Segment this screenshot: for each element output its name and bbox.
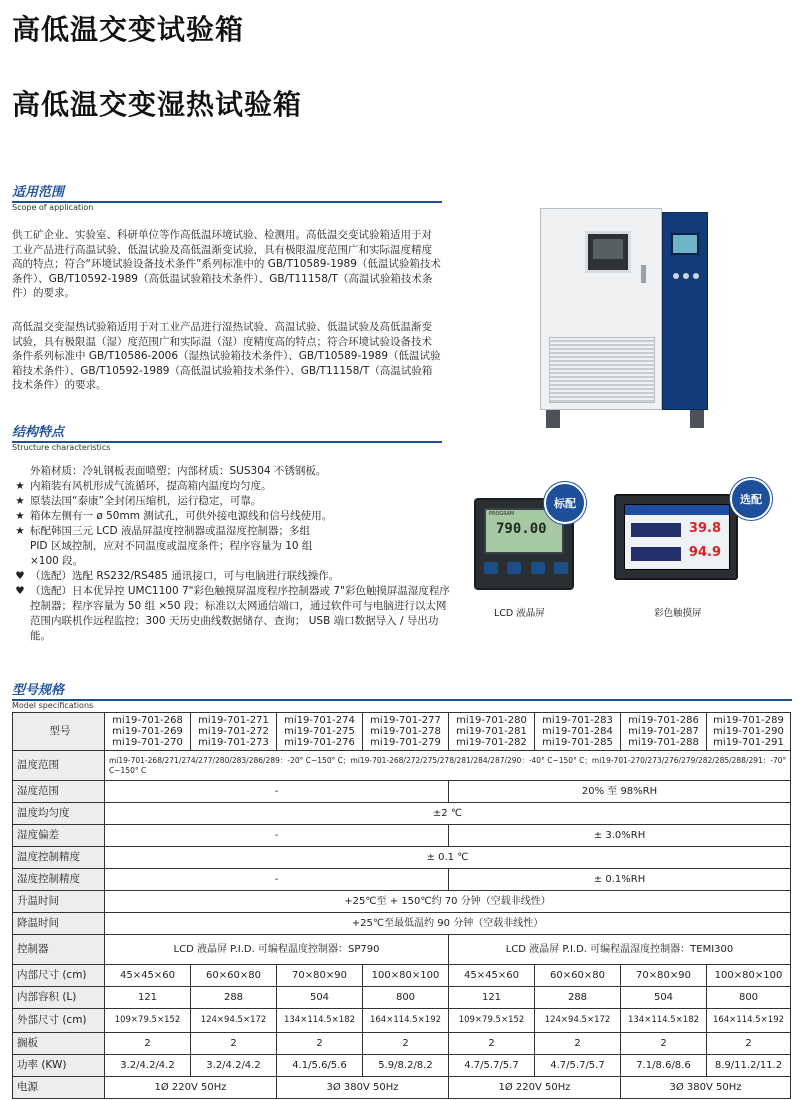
chamber-button: [693, 273, 699, 279]
feature-item: [10, 494, 450, 509]
table-row: [13, 825, 791, 847]
model-cell: mi19-701-283 mi19-701-284 mi19-701-285: [535, 713, 621, 751]
table-cell: 2: [621, 1033, 707, 1055]
feature-text: 标配韩国三元 LCD 液晶屏温度控制器或温湿度控制器；多组 PID 区域控制，应对不同温度或温度条件；程序容量为 10 组 ×100 段。: [30, 525, 313, 567]
chamber-vent: [549, 337, 655, 403]
scope-heading-en: Scope of application: [12, 203, 94, 212]
table-row: [13, 869, 791, 891]
table-cell: 60×60×80: [535, 965, 621, 987]
row-label: 内部尺寸 (cm): [13, 965, 105, 987]
structure-heading-en: Structure characteristics: [12, 443, 111, 452]
table-cell: 288: [535, 987, 621, 1009]
lcd-key: [554, 562, 568, 574]
scope-heading-zh: 适用范围: [12, 185, 65, 200]
table-cell: 5.9/8.2/8.2: [363, 1055, 449, 1077]
table-row: [13, 987, 791, 1009]
chamber-button: [673, 273, 679, 279]
scope-divider: [12, 201, 442, 203]
star-icon: ★: [15, 510, 25, 522]
row-label: 外部尺寸 (cm): [13, 1009, 105, 1033]
table-row: [13, 891, 791, 913]
table-cell: 1Ø 220V 50Hz: [449, 1077, 621, 1099]
table-cell: 121: [105, 987, 191, 1009]
feature-item: [10, 584, 450, 644]
table-cell: 504: [277, 987, 363, 1009]
lcd-display-value: 790.00: [496, 521, 547, 537]
feature-text: （选配）选配 RS232/RS485 通讯接口，可与电脑进行联线操作。: [30, 570, 340, 582]
table-row: [13, 781, 791, 803]
lcd-key: [531, 562, 545, 574]
row-label: 电源: [13, 1077, 105, 1099]
table-cell: 2: [191, 1033, 277, 1055]
table-cell: -: [105, 869, 449, 891]
table-cell: 7.1/8.6/8.6: [621, 1055, 707, 1077]
table-row: [13, 1077, 791, 1099]
table-cell: 2: [535, 1033, 621, 1055]
table-cell: +25℃至最低温约 90 分钟（空载非线性）: [105, 913, 791, 935]
table-row: [13, 803, 791, 825]
row-label: 温度范围: [13, 751, 105, 781]
table-cell: 2: [449, 1033, 535, 1055]
row-label: 控制器: [13, 935, 105, 965]
table-cell: +25℃至 + 150℃约 70 分钟（空载非线性）: [105, 891, 791, 913]
table-cell: 3.2/4.2/4.2: [105, 1055, 191, 1077]
feature-item: [10, 524, 450, 569]
table-cell: -: [105, 781, 449, 803]
spec-table: [12, 712, 791, 1099]
models-heading: [12, 683, 792, 710]
table-row: [13, 965, 791, 987]
scope-paragraph-2: 高低温交变湿热试验箱适用于对工业产品进行湿热试验、高温试验、低温试验及高低温渐变试验，具有极限温（湿）度范围广和实际温（湿）度精度高的特点；符合环境试验设备技术条件系列标准中 GB/T10586-2006（湿热试验箱技术条件）、GB/T10589-1989（低温试验箱技术条件）、GB/T10592-1989（高低温试验箱技术条件）、GB/T11158/T（高温试验箱技术条件）的要求。: [12, 321, 441, 391]
test-chamber-image: [540, 208, 710, 430]
chamber-window: [585, 231, 631, 273]
lcd-key: [484, 562, 498, 574]
star-icon: ★: [15, 525, 25, 537]
table-cell: 70×80×90: [277, 965, 363, 987]
table-cell: 124×94.5×172: [535, 1009, 621, 1033]
feature-text: 箱体左侧有一 ø 50mm 测试孔，可供外接电源线和信号线使用。: [30, 510, 333, 522]
row-label: 功率 (KW): [13, 1055, 105, 1077]
lcd-brand: PROGRAM: [489, 511, 515, 517]
model-label: 型号: [13, 713, 105, 751]
chamber-foot: [546, 410, 560, 428]
row-label: 湿度控制精度: [13, 869, 105, 891]
table-cell: 100×80×100: [707, 965, 791, 987]
feature-item: [10, 509, 450, 524]
lcd-caption: LCD 液晶屏: [494, 608, 545, 619]
touch-screen-bar: [631, 523, 681, 537]
touch-screen: [624, 504, 730, 570]
row-label: 温度控制精度: [13, 847, 105, 869]
table-cell: 2: [277, 1033, 363, 1055]
model-cell: mi19-701-274 mi19-701-275 mi19-701-276: [277, 713, 363, 751]
table-cell: 4.7/5.7/5.7: [535, 1055, 621, 1077]
touch-value-2: 94.9: [688, 545, 721, 560]
feature-item: [10, 479, 450, 494]
heart-icon: ♥: [15, 585, 25, 597]
table-cell: 4.1/5.6/5.6: [277, 1055, 363, 1077]
feature-list: [10, 464, 450, 644]
scope-heading: [12, 185, 442, 212]
chamber-foot: [690, 410, 704, 428]
feature-item: [10, 464, 450, 479]
row-label: 湿度偏差: [13, 825, 105, 847]
table-cell: 8.9/11.2/11.2: [707, 1055, 791, 1077]
table-cell: ± 3.0%RH: [449, 825, 791, 847]
heart-icon: ♥: [15, 570, 25, 582]
table-cell: 45×45×60: [449, 965, 535, 987]
feature-item: [10, 569, 450, 584]
star-icon: ★: [15, 495, 25, 507]
table-cell: 4.7/5.7/5.7: [449, 1055, 535, 1077]
table-cell: ± 0.1 ℃: [105, 847, 791, 869]
chamber-handle: [641, 265, 646, 283]
table-row: [13, 1033, 791, 1055]
chamber-body: [540, 208, 662, 410]
models-heading-zh: 型号规格: [12, 683, 65, 698]
row-label: 温度均匀度: [13, 803, 105, 825]
table-cell: 3.2/4.2/4.2: [191, 1055, 277, 1077]
touch-caption: 彩色触摸屏: [654, 608, 702, 619]
row-label: 降温时间: [13, 913, 105, 935]
table-cell: 109×79.5×152: [105, 1009, 191, 1033]
model-cell: mi19-701-271 mi19-701-272 mi19-701-273: [191, 713, 277, 751]
row-label: 湿度范围: [13, 781, 105, 803]
row-label: 升温时间: [13, 891, 105, 913]
table-cell: mi19-701-268/271/274/277/280/283/286/289：-20° C~150° C；mi19-701-268/272/275/278/281/284/287/290：-40° C~150° C；mi19-701-270/273/276/279/282/285/288/291：-70° C~150° C: [105, 751, 791, 781]
table-cell: 288: [191, 987, 277, 1009]
table-cell: 800: [707, 987, 791, 1009]
structure-heading: [12, 425, 442, 452]
table-cell: 109×79.5×152: [449, 1009, 535, 1033]
chamber-screen: [671, 233, 699, 255]
table-cell: 100×80×100: [363, 965, 449, 987]
structure-divider: [12, 441, 442, 443]
model-cell: mi19-701-289 mi19-701-290 mi19-701-291: [707, 713, 791, 751]
table-cell: 60×60×80: [191, 965, 277, 987]
table-cell: LCD 液晶屏 P.I.D. 可编程温度控制器：SP790: [105, 935, 449, 965]
table-cell: 20% 至 98%RH: [449, 781, 791, 803]
table-cell: 2: [105, 1033, 191, 1055]
table-cell: 2: [707, 1033, 791, 1055]
table-cell: 70×80×90: [621, 965, 707, 987]
feature-marker: [10, 464, 30, 479]
scope-paragraph-1: 供工矿企业、实验室、科研单位等作高低温环境试验、检测用。高低温交变试验箱适用于对工业产品进行高温试验、低温试验及高低温渐变试验，具有极限温度范围广和实际温度精度高的特点；符合“环境试验设备技术条件”系列标准中的 GB/T10589-1989（低温试验箱技术条件）、GB/T10592-1989（高低温试验箱技术条件）、GB/T11158/T（高温试验箱技术条件）的要求。: [12, 229, 441, 299]
table-cell: 164×114.5×192: [707, 1009, 791, 1033]
table-cell: 1Ø 220V 50Hz: [105, 1077, 277, 1099]
optional-badge: 选配: [730, 478, 772, 520]
touch-controller-image: [614, 494, 738, 580]
table-row: [13, 847, 791, 869]
table-row: [13, 1055, 791, 1077]
table-cell: 2: [363, 1033, 449, 1055]
feature-text: 外箱材质：冷轧钢板表面喷塑；内部材质：SUS304 不锈钢板。: [30, 465, 327, 477]
table-cell: 164×114.5×192: [363, 1009, 449, 1033]
models-heading-en: Model specifications: [12, 701, 94, 710]
table-cell: ± 0.1%RH: [449, 869, 791, 891]
table-cell: 504: [621, 987, 707, 1009]
table-cell: 134×114.5×182: [277, 1009, 363, 1033]
row-label: 搁板: [13, 1033, 105, 1055]
lcd-key: [507, 562, 521, 574]
table-cell: 45×45×60: [105, 965, 191, 987]
table-row: [13, 713, 791, 751]
table-cell: 124×94.5×172: [191, 1009, 277, 1033]
model-cell: mi19-701-277 mi19-701-278 mi19-701-279: [363, 713, 449, 751]
table-cell: -: [105, 825, 449, 847]
touch-value-1: 39.8: [688, 521, 721, 536]
table-cell: 121: [449, 987, 535, 1009]
star-icon: ★: [15, 480, 25, 492]
touch-screen-bar: [631, 547, 681, 561]
model-cell: mi19-701-268 mi19-701-269 mi19-701-270: [105, 713, 191, 751]
touch-screen-header: [625, 505, 729, 515]
table-cell: 3Ø 380V 50Hz: [621, 1077, 791, 1099]
table-row: [13, 935, 791, 965]
table-cell: 800: [363, 987, 449, 1009]
lcd-keypad: [484, 562, 568, 582]
model-cell: mi19-701-280 mi19-701-281 mi19-701-282: [449, 713, 535, 751]
table-cell: 134×114.5×182: [621, 1009, 707, 1033]
table-row: [13, 751, 791, 781]
structure-heading-zh: 结构特点: [12, 425, 65, 440]
feature-text: （选配）日本优异控 UMC1100 7"彩色触摸屏温度程序控制器或 7"彩色触摸屏温湿度程序控制器；程序容量为 50 组 ×50 段；标准以太网通信端口，通过软件可与电脑进行以太网范围内联机作远程监控；300 天历史曲线数据储存、查询； USB 端口数据导入 / 导出功能。: [30, 585, 450, 642]
standard-badge: 标配: [544, 482, 586, 524]
chamber-control-panel: [662, 212, 708, 410]
row-label: 内部容积 (L): [13, 987, 105, 1009]
model-cell: mi19-701-286 mi19-701-287 mi19-701-288: [621, 713, 707, 751]
page-subtitle: 高低温交变湿热试验箱: [12, 88, 303, 121]
feature-text: 原装法国“泰康”全封闭压缩机，运行稳定，可靠。: [30, 495, 262, 507]
page-title: 高低温交变试验箱: [12, 13, 245, 46]
table-cell: LCD 液晶屏 P.I.D. 可编程温湿度控制器：TEMI300: [449, 935, 791, 965]
models-divider: [12, 699, 792, 701]
table-cell: ±2 ℃: [105, 803, 791, 825]
table-cell: 3Ø 380V 50Hz: [277, 1077, 449, 1099]
chamber-button: [683, 273, 689, 279]
feature-text: 内箱装有风机形成气流循环，提高箱内温度均匀度。: [30, 480, 272, 492]
table-row: [13, 1009, 791, 1033]
table-row: [13, 913, 791, 935]
